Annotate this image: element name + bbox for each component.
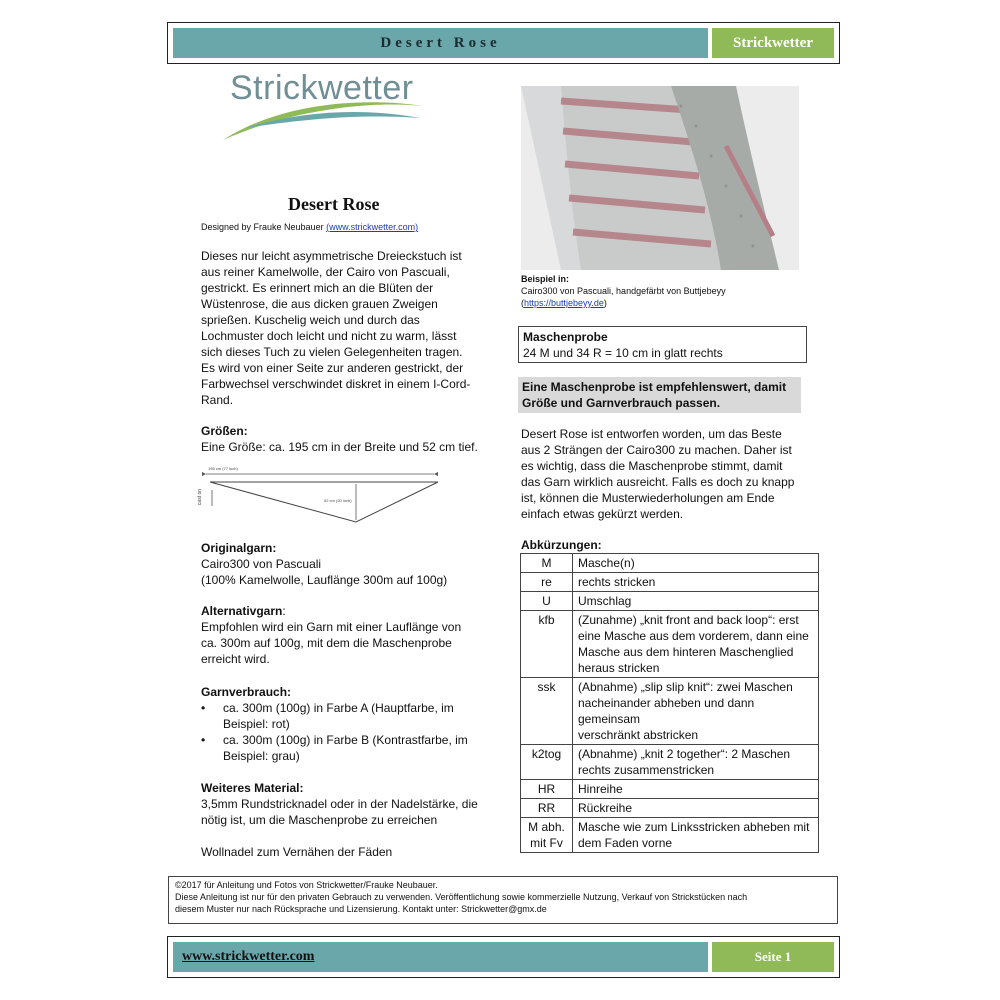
gauge-paragraph-line: Desert Rose ist entworfen worden, um das Beste (521, 427, 782, 441)
abbr-key: ssk (521, 678, 573, 745)
table-row (521, 573, 819, 592)
material-line: nötig ist, um die Maschenprobe zu erreichen (201, 813, 438, 827)
abbreviations-table (520, 553, 819, 853)
abbr-value: Masche wie zum Linksstricken abheben mit dem Faden vorne (573, 818, 819, 853)
intro-line: Es wird von einer Seite zur anderen gestrickt, der (201, 361, 464, 375)
header-bar (167, 22, 840, 64)
shawl-shape-diagram (198, 462, 448, 528)
diagram-width-label: 195 cm (77 inch) (208, 466, 238, 471)
gauge-heading: Maschenprobe (523, 330, 608, 344)
alternative-yarn-line: ca. 300m auf 100g, mit dem die Maschenprobe (201, 636, 452, 650)
list-item-line: • ca. 300m (100g) in Farbe B (Kontrastfarbe, im (223, 733, 468, 747)
abbr-key: U (521, 592, 573, 611)
abbr-value: Rückreihe (573, 799, 819, 818)
abbr-value: (Abnahme) „knit 2 together“: 2 Maschen rechts zusammenstricken (573, 745, 819, 780)
abbr-value: Umschlag (573, 592, 819, 611)
copyright-box (168, 876, 838, 924)
gauge-note-line: Größe und Garnverbrauch passen. (522, 396, 721, 410)
table-row (521, 745, 819, 780)
header-brand: Strickwetter (712, 28, 834, 58)
intro-line: sprießen. Kuschelig weich und durch das (201, 313, 420, 327)
yarn-usage-list (201, 700, 501, 764)
footer-link-panel (173, 942, 708, 972)
original-yarn-line: Cairo300 von Pascuali (201, 557, 322, 571)
abbr-value: (Zunahme) „knit front and back loop“: erst eine Masche aus dem vorderem, dann eine Masche aus dem hinteren Maschenglied heraus stricken (573, 611, 819, 678)
original-yarn-line: (100% Kamelwolle, Lauflänge 300m auf 100g) (201, 573, 448, 587)
triangle-shape-icon (198, 462, 448, 528)
strickwetter-logo (215, 66, 430, 146)
yarn-usage-section (201, 684, 501, 764)
designer-name: Designed by Frauke Neubauer (201, 222, 327, 232)
abbr-key: M (521, 554, 573, 573)
intro-line: sich dieses Tuch zu vielen Gelegenheiten tragen. (201, 345, 463, 359)
paren-close: ) (603, 298, 607, 308)
intro-line: Dieses nur leicht asymmetrische Dreieckstuch ist (201, 249, 462, 263)
material-line: 3,5mm Rundstricknadel oder in der Nadelstärke, die (201, 797, 478, 811)
abbr-key: k2tog (521, 745, 573, 780)
list-item (223, 700, 501, 732)
abbr-value: Hinreihe (573, 780, 819, 799)
gauge-note (518, 377, 801, 413)
table-row (521, 554, 819, 573)
abbr-key: M abh. mit Fv (521, 818, 573, 853)
buttjebeyy-link[interactable]: https://buttjebeyy.de (524, 298, 604, 308)
intro-line: Rand. (201, 393, 234, 407)
table-row (521, 592, 819, 611)
copyright-line: Diese Anleitung ist nur für den privaten Gebrauch zu verwenden. Veröffentlichung sowie kommerzielle Nutzung, Verkauf von Strickstücken nach (175, 892, 748, 902)
copyright-line: diesem Muster nur nach Rücksprache und Lizensierung. Kontakt unter: Strickwetter@gmx.de (175, 904, 547, 914)
gauge-box (518, 326, 807, 363)
abbr-value: rechts stricken (573, 573, 819, 592)
photo-caption-line: Cairo300 von Pascuali, handgefärbt von Buttjebeyy (521, 286, 726, 296)
list-item-line: • ca. 300m (100g) in Farbe A (Hauptfarbe, im (223, 701, 454, 715)
sizes-section (201, 423, 501, 455)
abbreviations-heading: Abkürzungen: (521, 538, 602, 552)
table-row (521, 780, 819, 799)
list-item-line: Beispiel: grau) (223, 749, 300, 763)
gauge-paragraph (521, 426, 811, 522)
designer-website-link[interactable]: (www.strickwetter.com) (326, 222, 419, 232)
abbr-value: Masche(n) (573, 554, 819, 573)
photo-caption (521, 273, 801, 309)
intro-line: Farbwechsel verschwindet diskret in einem I-Cord- (201, 377, 471, 391)
footer-page-number: Seite 1 (712, 942, 834, 972)
shawl-photo-image (521, 86, 799, 270)
intro-paragraph (201, 248, 501, 408)
header-title: Desert Rose (380, 34, 501, 51)
footer-website-link[interactable]: www.strickwetter.com (182, 949, 315, 964)
gauge-paragraph-line: ist, können die Musterwiederholungen am Ende (521, 491, 775, 505)
intro-line: aus reiner Kamelwolle, der Cairo von Pascuali, (201, 265, 450, 279)
paren-open: ( (521, 298, 524, 308)
gauge-paragraph-line: aus 2 Strängen der Cairo300 zu machen. Daher ist (521, 443, 792, 457)
table-row (521, 799, 819, 818)
alternative-yarn-heading: Alternativgarn (201, 604, 283, 618)
alternative-yarn-line: erreicht wird. (201, 652, 270, 666)
material-heading: Weiteres Material: (201, 781, 304, 795)
abbr-key: re (521, 573, 573, 592)
abbr-key: kfb (521, 611, 573, 678)
original-yarn-heading: Originalgarn: (201, 541, 277, 555)
copyright-line: ©2017 für Anleitung und Fotos von Strickwetter/Frauke Neubauer. (175, 880, 438, 890)
abbr-value: (Abnahme) „slip slip knit“: zwei Maschen nacheinander abheben und dann gemeinsam verschränkt abstricken (573, 678, 819, 745)
table-row (521, 818, 819, 853)
original-yarn-section (201, 540, 501, 588)
intro-line: Wüstenrose, die aus dicken grauen Zweigen (201, 297, 438, 311)
header-title-panel (173, 28, 708, 58)
yarn-usage-heading: Garnverbrauch: (201, 685, 292, 699)
list-item (223, 732, 501, 764)
designer-credit (201, 221, 418, 233)
gauge-text: 24 M und 34 R = 10 cm in glatt rechts (523, 346, 723, 360)
diagram-depth-label: 52 cm (20 inch) (324, 498, 352, 503)
abbr-key: HR (521, 780, 573, 799)
shawl-photo (521, 86, 799, 270)
sizes-text: Eine Größe: ca. 195 cm in der Breite und 52 cm tief. (201, 440, 478, 454)
table-row (521, 611, 819, 678)
gauge-paragraph-line: es wichtig, dass die Maschenprobe stimmt, damit (521, 459, 783, 473)
alternative-yarn-section (201, 603, 501, 667)
alternative-yarn-line: Empfohlen wird ein Garn mit einer Lauflänge von (201, 620, 462, 634)
table-row (521, 678, 819, 745)
footer-bar (167, 936, 840, 978)
sizes-heading: Größen: (201, 424, 248, 438)
pattern-title: Desert Rose (288, 194, 380, 214)
abbr-key: RR (521, 799, 573, 818)
intro-line: Lochmuster doch leicht und nicht zu warm, lässt (201, 329, 457, 343)
gauge-paragraph-line: das Garn wirklich ausreicht. Falls es doch zu knapp (521, 475, 795, 489)
logo-text: Strickwetter (230, 69, 414, 107)
gauge-note-line: Eine Maschenprobe ist empfehlenswert, damit (522, 380, 787, 394)
photo-caption-heading: Beispiel in: (521, 274, 570, 284)
material-extra: Wollnadel zum Vernähen der Fäden (201, 845, 393, 859)
diagram-cast-on-label: cast on (197, 488, 204, 506)
list-item-line: Beispiel: rot) (223, 717, 290, 731)
material-section (201, 780, 501, 860)
alternative-yarn-colon: : (282, 604, 286, 618)
intro-line: gestrickt. Es erinnert mich an die Blüten der (201, 281, 434, 295)
gauge-paragraph-line: einfach etwas gekürzt werden. (521, 507, 684, 521)
